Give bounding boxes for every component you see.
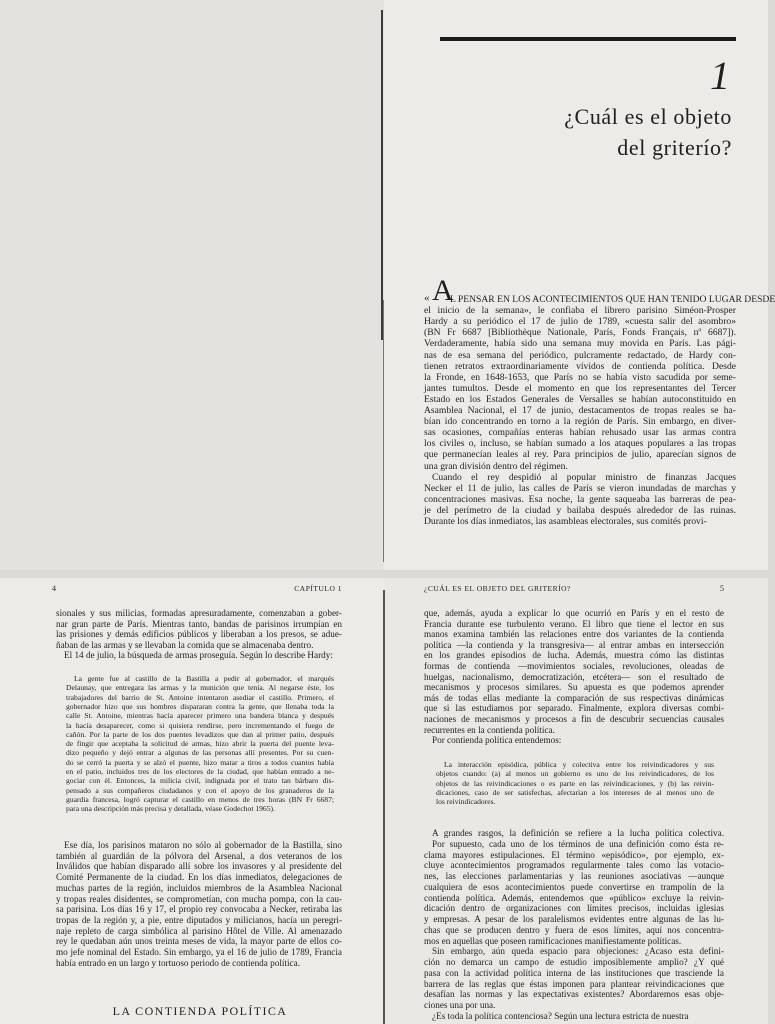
body-line: Verdaderamente, había sido una semana muy movida en París. Las pági- (424, 338, 736, 350)
body-line: naje repleto de carga simbólica al parisino Hôtel de Ville. Al amenazado (56, 925, 342, 936)
body-line: jantes tumultos. Desde el momento en que los representantes del Tercer (424, 382, 736, 394)
body-line: había entrado en un largo y tortuoso periodo de contienda política. (56, 957, 300, 968)
body-line: A grandes rasgos, la definición se refiere a la lucha política colectiva. (432, 828, 724, 838)
body-line: bían ido concentrando en torno a la región de París. Sin embargo, en diver- (424, 416, 736, 428)
quote-line: gociar con él. Entonces, la milicia civil, indignada por el trato tan bárbaro dis- (66, 776, 334, 786)
body-line: Asamblea Nacional, el 17 de junio, destacamentos de tropas reales se ha- (424, 405, 736, 416)
body-line: formas de contienda —movimientos sociales, revoluciones, oleadas de (424, 661, 724, 671)
body-line: huelgas, nacionalismo, democratización, etcétera— son el resultado de (424, 671, 724, 682)
body-line: Hardy a su periódico el 17 de julio de 1789, «cuesta salir del asombro» (424, 316, 736, 328)
quote-line: para una descripción más precisa y detallada, véase Godechot 1965). (66, 804, 275, 814)
body-line: dicación dentro de organizaciones con límites precisos, incluidas iglesias (424, 903, 724, 914)
body-line: ciones una por una. (424, 1000, 496, 1010)
body-line: que, además, ayuda a explicar lo que ocurrió en París y en el resto de (424, 608, 724, 618)
body-line: clama mayores estipulaciones. El término «episódico», por ejemplo, ex- (424, 849, 724, 860)
quote-line: objetos cuando: (a) al menos un gobierno es uno de los reivindicadores, de los (436, 769, 714, 779)
body-line: naciones de mecanismos y procesos a fin de descubrir secuencias causales (424, 714, 724, 724)
body-line: la Fronde, en 1648-1653, que París no se había visto sacudida por seme- (424, 371, 736, 383)
body-line: también al guardián de la pólvora del Arsenal, a dos veteranos de los (56, 850, 342, 861)
bottom-right-page (384, 578, 768, 1024)
quote-line: dizo pequeño y dejó entrar a algunas de las personas allí presentes. Por su cuen- (66, 748, 334, 758)
quote-line: gobernador hizo que sus hombres dispararan contra la gente, que llenaba toda la (66, 701, 334, 711)
quote-line: calle St. Antoine, mientras hacía aparecer primero una bandera blanca y después (66, 711, 334, 721)
body-line: las prisiones y demás edificios públicos y liberaban a los presos, se adue- (56, 629, 342, 640)
body-line: ción no demarca un campo de estudio imposiblemente amplio? ¿Y qué (424, 957, 724, 967)
bottom-left-page (0, 578, 384, 1024)
body-line: el inicio de la semana», le confiaba el librero parisino Siméon-Prosper (424, 305, 736, 317)
body-line: que si las estudiamos por separado. Finalmente, explora diversas combi- (424, 703, 724, 714)
body-line: sa parisina. Los días 16 y 17, el propio rey convocaba a Necker, retiraba las (56, 904, 342, 915)
body-line: Por supuesto, cada uno de los términos de una definición como ésta re- (432, 838, 724, 849)
body-line: Durante los días inmediatos, las asambleas electorales, sus comités provi- (424, 516, 707, 527)
body-line: que permanecían leales al rey. Para principios de julio, aparecían signos de (424, 449, 736, 461)
body-line: y tropas reales disidentes, se comprometían, con mucha pompa, con la cau- (56, 893, 342, 904)
body-line: barrera de las reglas que éstas imponen para plantear reivindicaciones que (424, 978, 724, 989)
quote-line: Delaunay, que entregara las armas y la munición que tenía. Al negarse éste, los (66, 683, 334, 693)
body-line: Ese día, los parisinos mataron no sólo al gobernador de la Bastilla, sino (64, 840, 342, 850)
quote-line: pensado a sus compañeros ciudadanos y con el apoyo de los granaderos de la (66, 785, 334, 795)
body-line: sionales y sus milicias, formadas apresuradamente, comenzaban a gober- (56, 608, 342, 618)
body-line: recurrentes en la contienda política. (424, 724, 555, 735)
body-line: Sin embargo, aún queda espacio para objeciones: ¿Acaso esta defini- (432, 946, 724, 957)
body-line: je del perímetro de la ciudad y bailaba después alrededor de las ruinas. (424, 504, 736, 516)
quote-line: cañón. Por la parte de los dos puentes levadizos que dan al primer patio, después (66, 729, 334, 739)
section-heading: LA CONTIENDA POLÍTICA (112, 1004, 288, 1018)
page-number-left: 4 (52, 584, 56, 593)
body-line: ñaban de las armas y se llevaban la comida que se almacenaba dentro. (56, 639, 314, 650)
dropcap-letter: A (432, 274, 454, 307)
body-line: contienda política. Además, entendemos que «público» excluye la reivin- (424, 892, 724, 903)
top-right-page (384, 0, 775, 570)
body-line: Por contienda política entendemos: (432, 735, 562, 746)
quote-line: La interacción episódica, pública y colectiva entre los reivindicadores y sus (444, 760, 714, 769)
body-line: Estado en los Estados Generales de Versalles se habían autoconstituido en (424, 393, 736, 405)
quote-line: la hacía desaparecer, como si quisiera rendirse, pero incrementando el fuego de (66, 720, 334, 730)
running-head-right: ¿CUÁL ES EL OBJETO DEL GRITERÍO? (424, 584, 571, 593)
body-line: L PENSAR EN LOS ACONTECIMIENTOS QUE HAN TENIDO LUGAR DESDE (450, 294, 775, 305)
body-line: nas de esa semana del periódico, pulcramente redactado, de Hardy con- (424, 349, 736, 361)
quote-line: los reivindicadores. (436, 797, 496, 807)
body-line: pasa con la actividad política interna de las instituciones que trasciende la (424, 967, 724, 978)
quote-line: de fingir que aceptaba la solicitud de armas, hizo abrir la puerta del puente leva- (66, 739, 334, 749)
top-left-page (0, 0, 384, 570)
body-line: cluye acontecimientos programados regularmente tales como las votacio- (424, 860, 724, 871)
body-line: chas que se producen dentro y fuera de esos límites, aquí nos concentra- (424, 924, 724, 935)
body-line: tienen retratos extraordinariamente vívidos de contienda política. Desde (424, 360, 736, 372)
body-line: (BN Fr 6687 [Bibliothèque Nationale, París, Fonds Français, nº 6687]). (424, 327, 736, 339)
body-line: Necker el 11 de julio, las calles de París se vieron inundadas de marchas y (424, 482, 736, 494)
body-line: nes, las elecciones parlamentarias y las reuniones asociativas —aunque (424, 871, 724, 881)
body-line: nar gran parte de París. Mientras tanto, bandas de parisinos irrumpían en (56, 618, 342, 629)
quote-line: dicaciones, caso de ser satisfechas, afectarían a los intereses de al menos uno de (436, 787, 714, 797)
quote-line: do se cerró la puerta y se alzó el puente, hizo matar a tiros a todos cuantos había (66, 757, 334, 767)
quote-line: La gente fue al castillo de la Bastilla a pedir al gobernador, el marqués (74, 674, 334, 683)
running-head-left: CAPÍTULO 1 (294, 584, 342, 593)
body-line: Comité Permanente de la ciudad. En los días inmediatos, delegaciones de (56, 872, 342, 883)
body-line: más de todas ellas mediante la comparación de sus respectivas dinámicas (424, 692, 724, 703)
body-line: manos examina también las relaciones entre dos variantes de la contienda (424, 629, 724, 640)
chapter-title-line2: del griterío? (617, 135, 732, 160)
chapter-title-line1: ¿Cuál es el objeto (564, 104, 732, 129)
top-gutter (381, 10, 383, 340)
quote-line: trabajadores del barrio de St. Antoine intentaron asediar el castillo. Primero, el (66, 692, 334, 702)
body-line: cualquiera de esos acontecimientos puede convertirse en trampolín de la (424, 881, 724, 892)
body-line: sas ocasiones, compañías enteras habían rehusado usar las armas contra (424, 427, 736, 439)
body-line: Cuando el rey despidió al popular ministro de finanzas Jacques (432, 471, 736, 483)
body-line: muchas partes de la región, incluidos miembros de la Asamblea Nacional (56, 882, 342, 893)
body-line: Francia durante ese turbulento verano. El libro que tiene el lector en sus (424, 618, 724, 629)
body-line: una gran división dentro del régimen. (424, 460, 568, 472)
quote-line: objetos de las reivindicaciones o es parte en las reivindicaciones, y (b) las reivin- (436, 778, 714, 788)
body-line: Inválidos que habían disparado allí sobre los invasores y al presidente del (56, 861, 342, 872)
body-line: y empresas. A pesar de los paralelismos evidentes entre algunas de las lu- (424, 914, 724, 924)
body-line: mo jefe nominal del Estado. Sin embargo, ya el 16 de julio de 1789, Francia (56, 947, 342, 957)
top-spine-mark (383, 300, 384, 562)
body-line: rey le quedaban aún unos treinta meses de vida, la mayor parte de ellos co- (56, 936, 342, 947)
body-line: mos en aquellas que poseen ramificaciones manifiestamente políticas. (424, 935, 682, 946)
dropcap-prefix: « (424, 292, 430, 304)
quote-line: guardia francesa, logró capturar el castillo en menos de tres horas (BN Fr 6687; (66, 794, 334, 804)
quote-line: en el patio, incluidos tres de los electores de la ciudad, que habían entrado a ne- (66, 767, 334, 776)
body-line: ¿Es toda la política contenciosa? Según una lectura estricta de nuestra (432, 1010, 689, 1021)
chapter-number: 1 (710, 53, 730, 98)
body-line: mecanismos y procesos similares. Su apuesta es que podemos aprender (424, 682, 724, 693)
body-line: los civiles o, incluso, se habían sumado a los ataques populares a las tropas (424, 438, 736, 450)
chapter-rule (440, 37, 736, 41)
bottom-gutter (383, 590, 385, 1024)
body-line: tropas de la región y, a pie, entre diputados y milicianos, hacía un peregri- (56, 914, 342, 925)
body-line: desafían las normas y las expectativas existentes? Abordaremos esas obje- (424, 989, 724, 1000)
body-line: política —la contienda y la transgresiva— al entrar ambas en intersección (424, 639, 724, 650)
body-line: en los grandes episodios de lucha. Además, muestra cómo las distintas (424, 650, 724, 661)
body-line: concentraciones masivas. Esa noche, la gente saqueaba las barreras de pea- (424, 493, 736, 505)
body-line: El 14 de julio, la búsqueda de armas proseguía. Según lo describe Hardy: (64, 650, 333, 661)
page-number-right: 5 (720, 584, 724, 593)
